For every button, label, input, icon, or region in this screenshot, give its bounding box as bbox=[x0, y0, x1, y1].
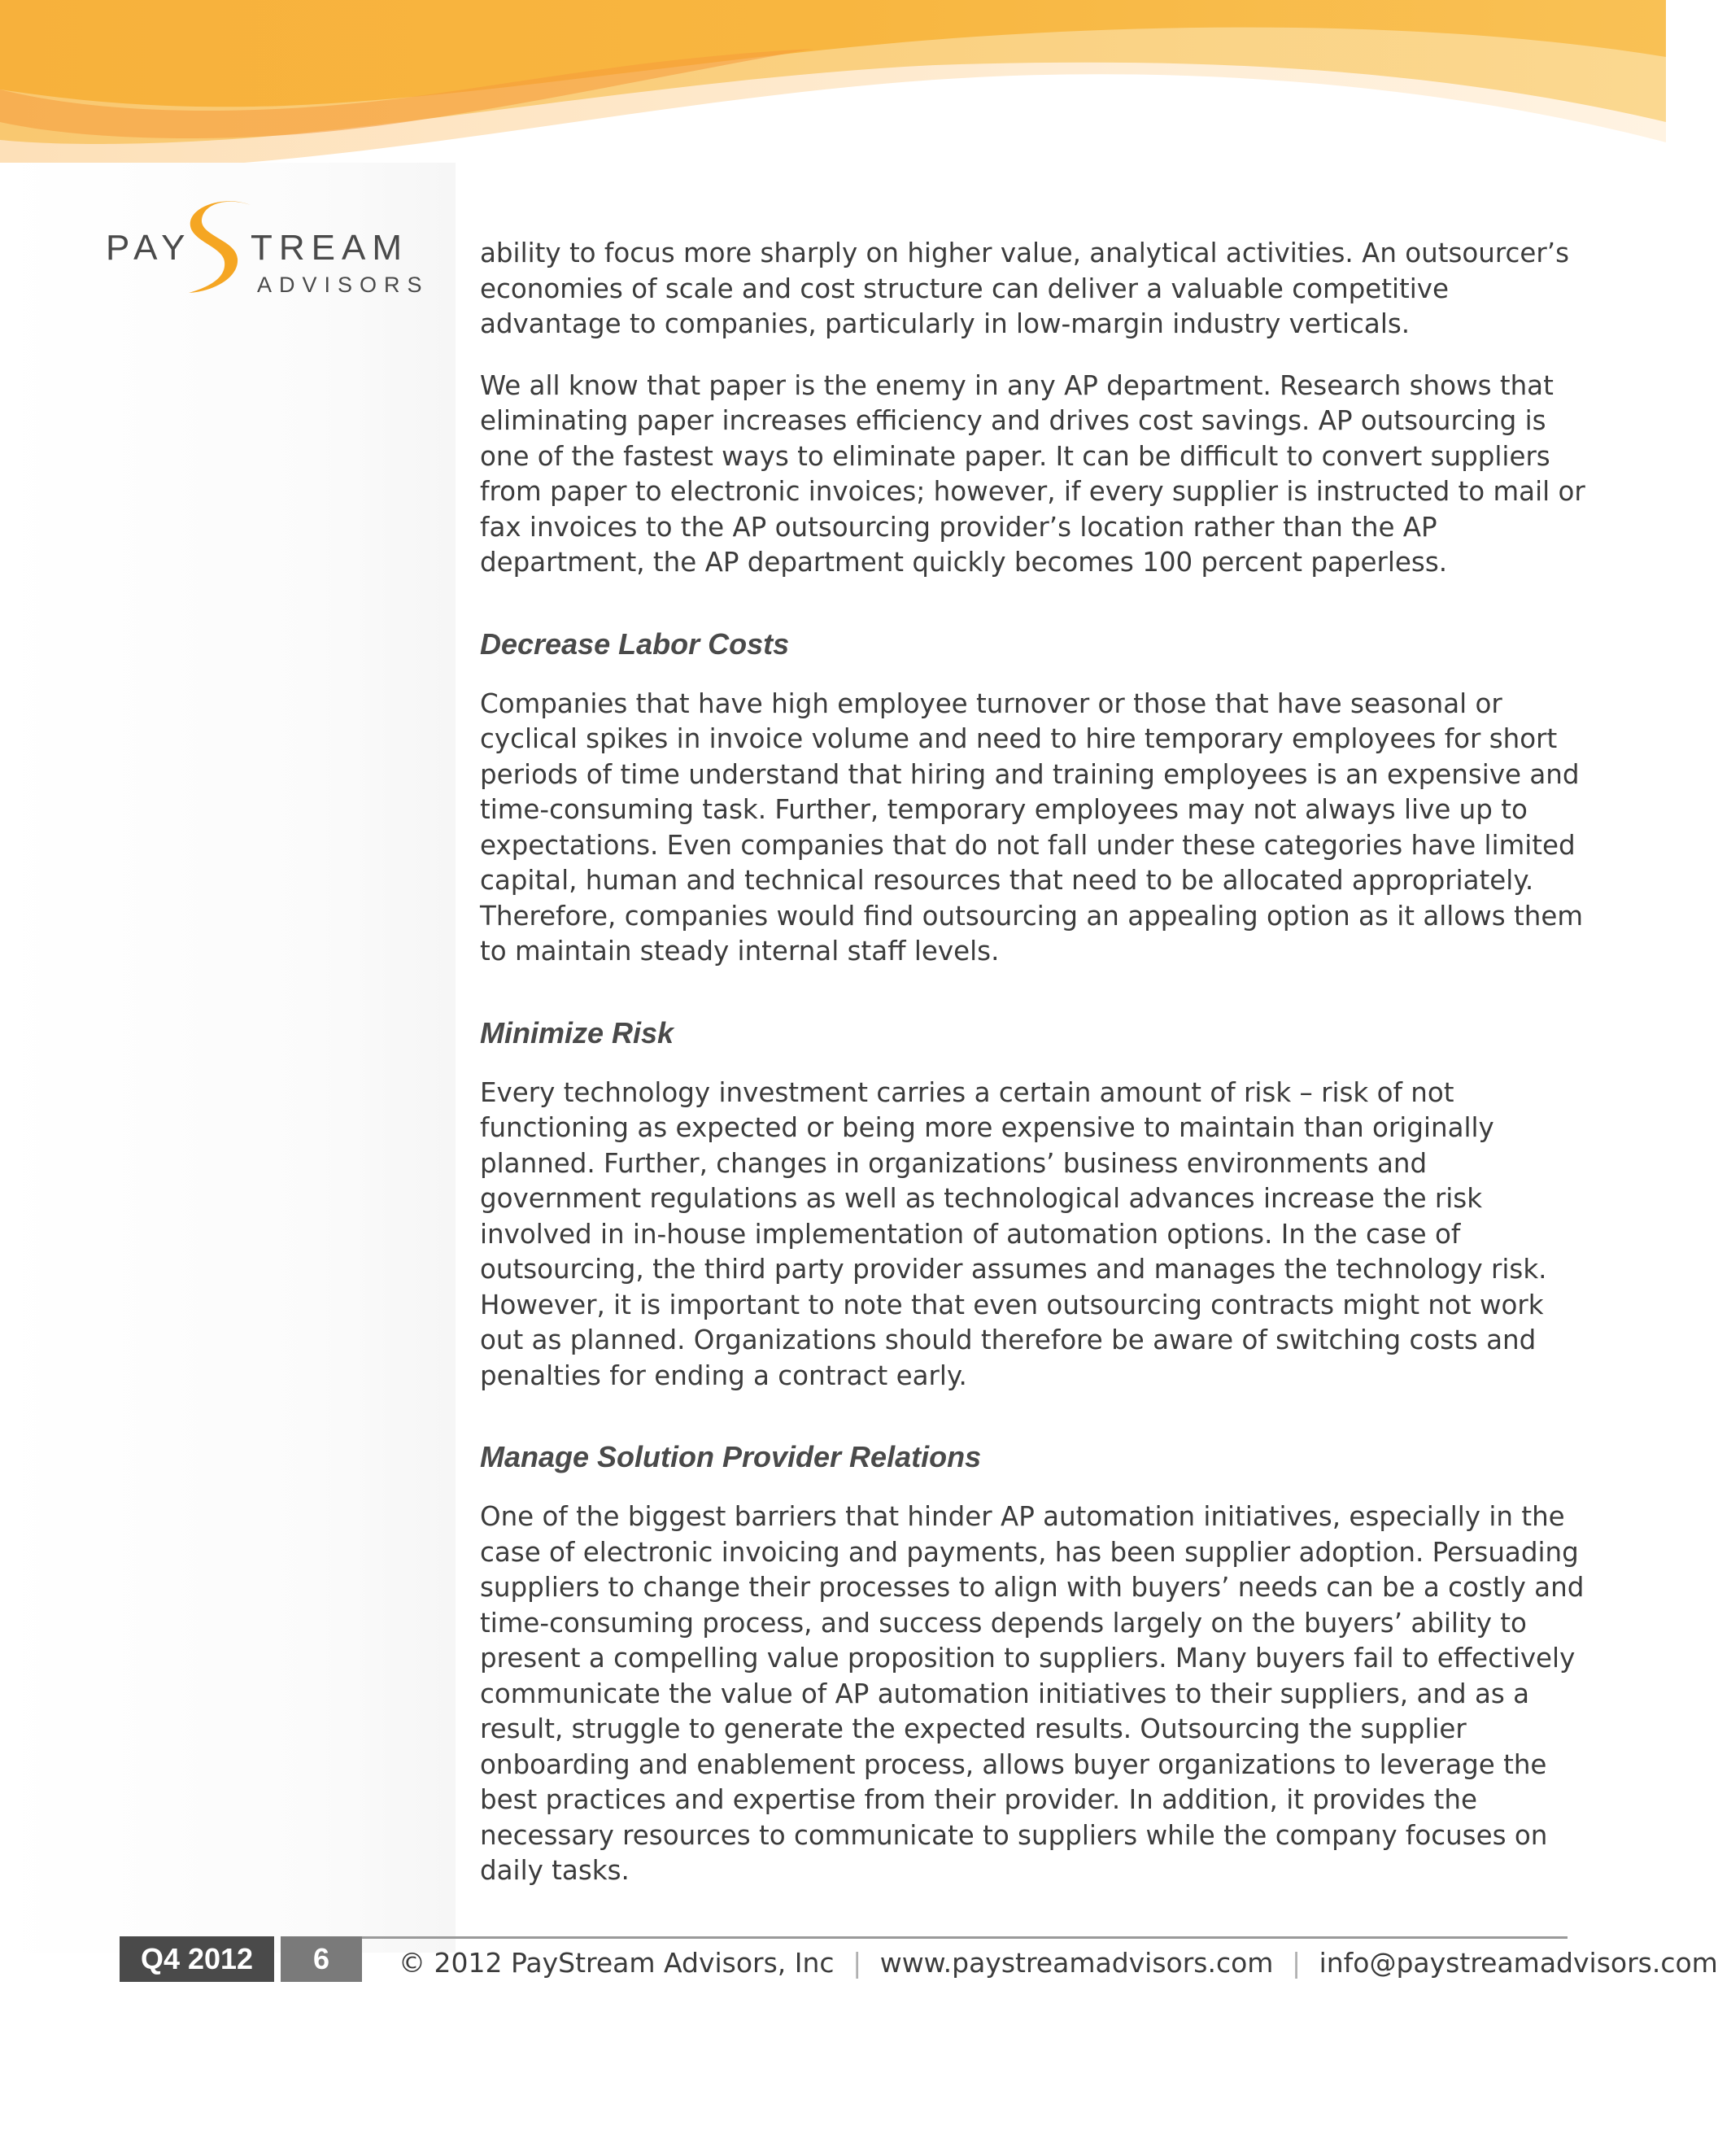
footer-info bbox=[399, 1947, 1718, 1979]
article-paragraph: Companies that have high employee turnover or those that have seasonal or cyclical spikes in invoice volume and need to hire temporary employees for short periods of time understand that hiring and training employees is an expensive and time-consuming task. Further, temporary employees may not always live up to expectations. Even companies that do not fall under these categories have limited capital, human and technical resources that need to be allocated appropriately. Therefore, companies would find outsourcing an appealing option as it allows them to maintain steady internal staff levels. bbox=[480, 687, 1584, 967]
article-body bbox=[480, 236, 1586, 1915]
logo-pay-text: PAY bbox=[106, 228, 192, 268]
section-heading: Decrease Labor Costs bbox=[480, 626, 790, 661]
section-heading: Minimize Risk bbox=[480, 1015, 674, 1050]
article-paragraph: ability to focus more sharply on higher value, analytical activities. An outsourcer’s economies of scale and cost structure can deliver a valuable competitive advantage to companies, particularly in low-margin industry verticals. bbox=[480, 238, 1570, 339]
section-heading: Manage Solution Provider Relations bbox=[480, 1440, 982, 1473]
footer-separator: | bbox=[1291, 1947, 1302, 1979]
footer-email-link[interactable]: info@paystreamadvisors.com bbox=[1319, 1947, 1718, 1979]
footer-quarter-badge: Q4 2012 bbox=[120, 1936, 274, 1982]
article-paragraph: One of the biggest barriers that hinder AP automation initiatives, especially in the case of electronic invoicing and payments, has been supplier adoption. Persuading suppliers to change their processes to align with buyers’ needs can be a costly and time-consuming process, and success depends largely on the buyers’ ability to present a compelling value proposition to suppliers. Many buyers fail to effectively communicate the value of AP automation initiatives to their suppliers, and as a result, struggle to generate the expected results. Outsourcing the supplier onboarding and enablement process, allows buyer organizations to leverage the best practices and expertise from their provider. In addition, it provides the necessary resources to communicate to suppliers while the company focuses on daily tasks. bbox=[480, 1501, 1585, 1886]
logo-tream-text: TREAM bbox=[251, 228, 408, 268]
footer-website-link[interactable]: www.paystreamadvisors.com bbox=[879, 1947, 1274, 1979]
logo-advisors-text: ADVISORS bbox=[257, 273, 430, 297]
footer-page-number: 6 bbox=[281, 1936, 362, 1982]
footer-divider bbox=[362, 1936, 1568, 1939]
paystream-logo bbox=[98, 203, 439, 317]
article-paragraph: Every technology investment carries a certain amount of risk – risk of not functioning as expected or being more expensive to maintain than originally planned. Further, changes in organizations’ business environments and government regulations as well as technological advances increase the risk involved in in-house implementation of automation options. In the case of outsourcing, the third party provider assumes and manages the technology risk. However, it is important to note that even outsourcing contracts might not work out as planned. Organizations should therefore be aware of switching costs and penalties for ending a contract early. bbox=[480, 1076, 1547, 1391]
article-paragraph: We all know that paper is the enemy in any AP department. Research shows that eliminating paper increases efficiency and drives cost savings. AP outsourcing is one of the fastest ways to eliminate paper. It can be difficult to convert suppliers from paper to electronic invoices; however, if every supplier is instructed to mail or fax invoices to the AP outsourcing provider’s location rather than the AP department, the AP department quickly becomes 100 percent paperless. bbox=[480, 369, 1585, 578]
footer-copyright: © 2012 PayStream Advisors, Inc bbox=[399, 1947, 835, 1979]
sidebar-shade bbox=[0, 163, 456, 1953]
header-wave-banner bbox=[0, 0, 1666, 187]
footer-separator: | bbox=[852, 1947, 862, 1979]
